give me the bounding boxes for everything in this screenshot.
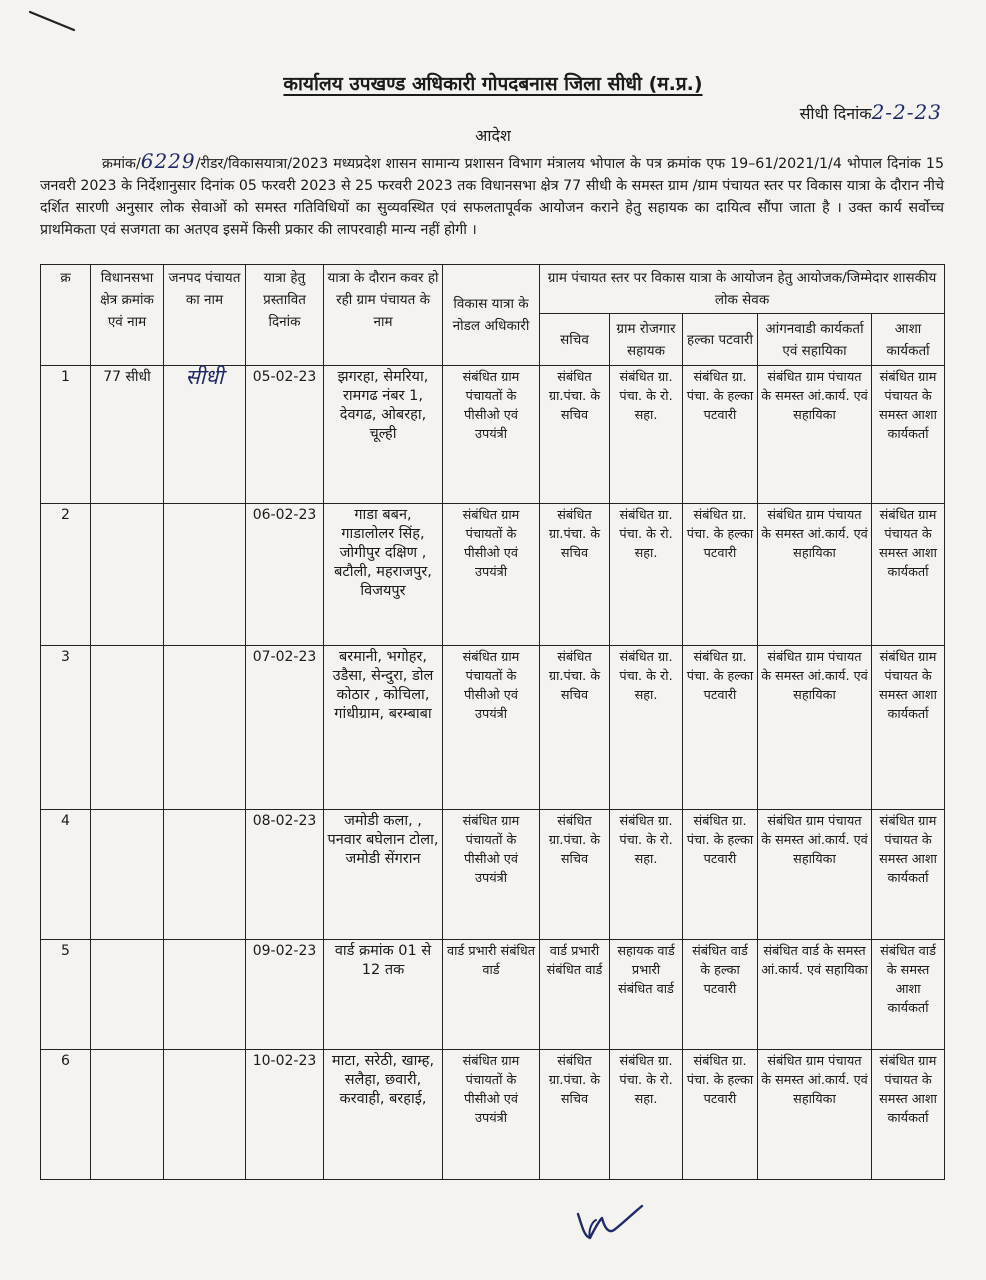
row-sachiv: संबंधित ग्रा.पंचा. के सचिव bbox=[540, 646, 610, 810]
header-janpad: जनपद पंचायत का नाम bbox=[164, 265, 246, 366]
handwritten-order-number: 6229 bbox=[140, 149, 196, 173]
order-heading: आदेश bbox=[475, 126, 511, 145]
row-janpad bbox=[164, 810, 246, 940]
row-villages: गाडा बबन, गाडालोलर सिंह, जोगीपुर दक्षिण , बटौली, महराजपुर, विजयपुर bbox=[324, 504, 443, 646]
row-sachiv: संबंधित ग्रा.पंचा. के सचिव bbox=[540, 504, 610, 646]
row-date: 08-02-23 bbox=[246, 810, 324, 940]
row-sachiv: वार्ड प्रभारी संबंधित वार्ड bbox=[540, 940, 610, 1050]
header-serial: क्र bbox=[41, 265, 91, 366]
row-date: 10-02-23 bbox=[246, 1050, 324, 1180]
row-constituency bbox=[91, 940, 164, 1050]
table-row bbox=[41, 1050, 945, 1180]
row-asha: संबंधित ग्राम पंचायत के समस्त आशा कार्यकर्ता bbox=[872, 810, 945, 940]
row-constituency bbox=[91, 646, 164, 810]
row-date: 05-02-23 bbox=[246, 366, 324, 504]
row-rozgar: सहायक वार्ड प्रभारी संबंधित वार्ड bbox=[610, 940, 683, 1050]
table-row bbox=[41, 940, 945, 1050]
row-date: 06-02-23 bbox=[246, 504, 324, 646]
row-sachiv: संबंधित ग्रा.पंचा. के सचिव bbox=[540, 1050, 610, 1180]
handwritten-signature bbox=[568, 1200, 648, 1248]
row-janpad bbox=[164, 646, 246, 810]
assignment-table bbox=[40, 264, 945, 1180]
table-row bbox=[41, 366, 945, 504]
row-asha: संबंधित ग्राम पंचायत के समस्त आशा कार्यकर्ता bbox=[872, 646, 945, 810]
row-constituency bbox=[91, 810, 164, 940]
row-villages: बरमानी, भगोहर, उडैसा, सेन्दुरा, डोल कोठार , कोचिला, गांधीग्राम, बरम्बाबा bbox=[324, 646, 443, 810]
handwritten-date: 2-2-23 bbox=[871, 100, 942, 124]
row-serial: 3 bbox=[41, 646, 91, 810]
header-group: ग्राम पंचायत स्तर पर विकास यात्रा के आयोजन हेतु आयोजक/जिम्मेदार शासकीय लोक सेवक bbox=[540, 265, 945, 314]
row-constituency: 77 सीधी bbox=[91, 366, 164, 504]
row-rozgar: संबंधित ग्रा. पंचा. के रो. सहा. bbox=[610, 1050, 683, 1180]
row-asha: संबंधित वार्ड के समस्त आशा कार्यकर्ता bbox=[872, 940, 945, 1050]
row-villages: झगरहा, सेमरिया, रामगढ नंबर 1, देवगढ, ओबरहा, चूल्ही bbox=[324, 366, 443, 504]
date-label: सीधी दिनांक bbox=[799, 104, 872, 123]
row-anganwadi: संबंधित ग्राम पंचायत के समस्त आं.कार्य. एवं सहायिका bbox=[758, 1050, 872, 1180]
header-rozgar: ग्राम रोजगार सहायक bbox=[610, 314, 683, 366]
header-nodal: विकास यात्रा के नोडल अधिकारी bbox=[443, 265, 540, 366]
row-nodal: वार्ड प्रभारी संबंधित वार्ड bbox=[443, 940, 540, 1050]
office-title: कार्यालय उपखण्ड अधिकारी गोपदबनास जिला सीधी (म.प्र.) bbox=[283, 73, 703, 95]
row-serial: 6 bbox=[41, 1050, 91, 1180]
row-serial: 5 bbox=[41, 940, 91, 1050]
row-anganwadi: संबंधित वार्ड के समस्त आं.कार्य. एवं सहायिका bbox=[758, 940, 872, 1050]
row-patwari: संबंधित ग्रा. पंचा. के हल्का पटवारी bbox=[683, 646, 758, 810]
header-villages: यात्रा के दौरान कवर हो रही ग्राम पंचायत के नाम bbox=[324, 265, 443, 366]
row-sachiv: संबंधित ग्रा.पंचा. के सचिव bbox=[540, 366, 610, 504]
row-serial: 2 bbox=[41, 504, 91, 646]
row-rozgar: संबंधित ग्रा. पंचा. के रो. सहा. bbox=[610, 366, 683, 504]
row-serial: 1 bbox=[41, 366, 91, 504]
row-patwari: संबंधित ग्रा. पंचा. के हल्का पटवारी bbox=[683, 1050, 758, 1180]
row-asha: संबंधित ग्राम पंचायत के समस्त आशा कार्यकर्ता bbox=[872, 366, 945, 504]
row-patwari: संबंधित ग्रा. पंचा. के हल्का पटवारी bbox=[683, 810, 758, 940]
row-rozgar: संबंधित ग्रा. पंचा. के रो. सहा. bbox=[610, 504, 683, 646]
order-body bbox=[40, 150, 944, 241]
pen-stroke-mark bbox=[28, 8, 78, 34]
table-row bbox=[41, 646, 945, 810]
row-anganwadi: संबंधित ग्राम पंचायत के समस्त आं.कार्य. एवं सहायिका bbox=[758, 366, 872, 504]
table-row bbox=[41, 810, 945, 940]
order-prefix: क्रमांक/ bbox=[102, 156, 141, 172]
header-patwari: हल्का पटवारी bbox=[683, 314, 758, 366]
row-patwari: संबंधित ग्रा. पंचा. के हल्का पटवारी bbox=[683, 366, 758, 504]
row-rozgar: संबंधित ग्रा. पंचा. के रो. सहा. bbox=[610, 810, 683, 940]
header-anganwadi: आंगनवाडी कार्यकर्ता एवं सहायिका bbox=[758, 314, 872, 366]
row-sachiv: संबंधित ग्रा.पंचा. के सचिव bbox=[540, 810, 610, 940]
row-villages: माटा, सरेठी, खाम्ह, सलैहा, छवारी, करवाही, बरहाई, bbox=[324, 1050, 443, 1180]
row-asha: संबंधित ग्राम पंचायत के समस्त आशा कार्यकर्ता bbox=[872, 504, 945, 646]
row-janpad bbox=[164, 940, 246, 1050]
header-date: यात्रा हेतु प्रस्तावित दिनांक bbox=[246, 265, 324, 366]
table-row bbox=[41, 504, 945, 646]
row-asha: संबंधित ग्राम पंचायत के समस्त आशा कार्यकर्ता bbox=[872, 1050, 945, 1180]
row-constituency bbox=[91, 1050, 164, 1180]
order-date bbox=[800, 100, 942, 124]
row-nodal: संबंधित ग्राम पंचायतों के पीसीओ एवं उपयंत्री bbox=[443, 504, 540, 646]
row-anganwadi: संबंधित ग्राम पंचायत के समस्त आं.कार्य. एवं सहायिका bbox=[758, 810, 872, 940]
row-janpad bbox=[164, 1050, 246, 1180]
row-nodal: संबंधित ग्राम पंचायतों के पीसीओ एवं उपयंत्री bbox=[443, 646, 540, 810]
header-sachiv: सचिव bbox=[540, 314, 610, 366]
row-anganwadi: संबंधित ग्राम पंचायत के समस्त आं.कार्य. एवं सहायिका bbox=[758, 646, 872, 810]
row-janpad bbox=[164, 504, 246, 646]
row-patwari: संबंधित वार्ड के हल्का पटवारी bbox=[683, 940, 758, 1050]
row-serial: 4 bbox=[41, 810, 91, 940]
header-constituency: विधानसभा क्षेत्र क्रमांक एवं नाम bbox=[91, 265, 164, 366]
order-text: /रीडर/विकासयात्रा/2023 मध्यप्रदेश शासन सामान्य प्रशासन विभाग मंत्रालय भोपाल के पत्र क्रमांक एफ 19–61/2021/1/4 भोपाल दिनांक 15 जनवरी 2023 के निर्देशानुसार दिनांक 05 फरवरी 2023 से 25 फरवरी 2023 तक विधानसभा क्षेत्र 77 सीधी के समस्त ग्राम /ग्राम पंचायत स्तर पर विकास यात्रा के दौरान नीचे दर्शित सारणी अनुसार लोक सेवाओं को समस्त गतिविधियों का सुव्यवस्थित एवं सफलतापूर्वक आयोजन कराने हेतु सहायक का दायित्व सौंपा जाता है । उक्त कार्य सर्वोच्च प्राथमिकता एवं सजगता का अतएव इसमें किसी प्रकार की लापरवाही मान्य नहीं होगी । bbox=[40, 156, 944, 238]
row-villages: जमोडी कला, , पनवार बघेलान टोला, जमोडी सेंगरान bbox=[324, 810, 443, 940]
row-date: 09-02-23 bbox=[246, 940, 324, 1050]
row-nodal: संबंधित ग्राम पंचायतों के पीसीओ एवं उपयंत्री bbox=[443, 810, 540, 940]
row-villages: वार्ड क्रमांक 01 से 12 तक bbox=[324, 940, 443, 1050]
row-janpad: सीधी bbox=[164, 366, 246, 504]
row-nodal: संबंधित ग्राम पंचायतों के पीसीओ एवं उपयंत्री bbox=[443, 1050, 540, 1180]
header-asha: आशा कार्यकर्ता bbox=[872, 314, 945, 366]
row-rozgar: संबंधित ग्रा. पंचा. के रो. सहा. bbox=[610, 646, 683, 810]
row-patwari: संबंधित ग्रा. पंचा. के हल्का पटवारी bbox=[683, 504, 758, 646]
row-anganwadi: संबंधित ग्राम पंचायत के समस्त आं.कार्य. एवं सहायिका bbox=[758, 504, 872, 646]
row-nodal: संबंधित ग्राम पंचायतों के पीसीओ एवं उपयंत्री bbox=[443, 366, 540, 504]
row-constituency bbox=[91, 504, 164, 646]
row-date: 07-02-23 bbox=[246, 646, 324, 810]
